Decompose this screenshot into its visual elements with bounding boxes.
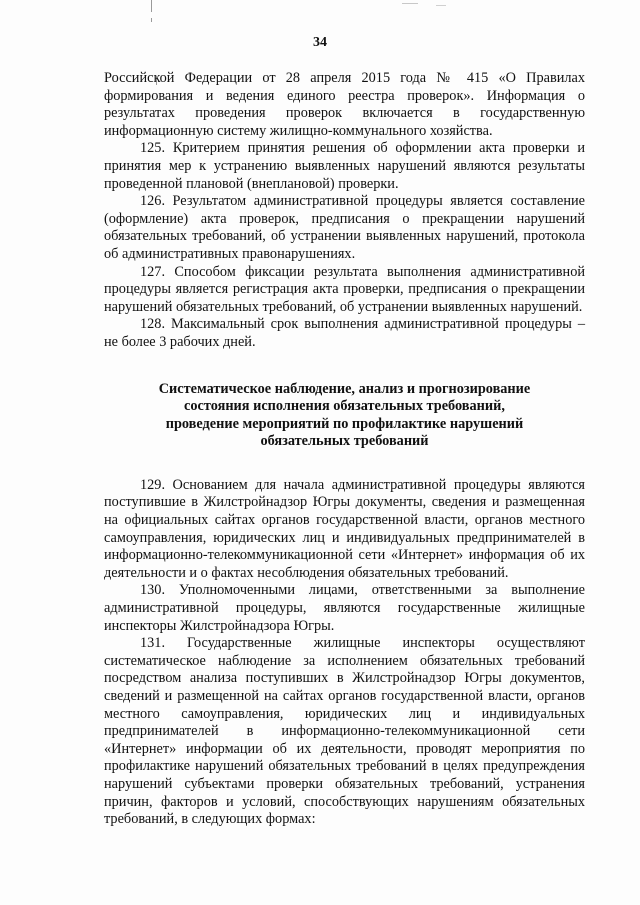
section-heading-line: обязательных требований — [260, 433, 429, 450]
scan-artifact — [402, 3, 418, 4]
section-heading-line: проведение мероприятий по профилактике нарушений — [165, 415, 524, 432]
scan-artifact — [151, 0, 152, 12]
paragraph-125: 125. Критерием принятия решения об оформлении акта проверки и принятия мер к устранению выявленных нарушений являются результаты проведенной плановой (внеплановой) проверки. — [104, 140, 585, 192]
paragraph-127: 127. Способом фиксации результата выполнения административной процедуры является регистрация акта проверки, предписания о прекращении нарушений обязательных требований, об устранении выявленных нарушений. — [104, 263, 585, 315]
paragraph-126: 126. Результатом административной процедуры является составление (оформление) акта проверок, предписания о прекращении нарушений обязательных требований, об устранении выявленных нарушений, протокола об административных правонарушениях. — [104, 193, 585, 262]
section-heading — [104, 381, 585, 451]
section-heading-line: Систематическое наблюдение, анализ и прогнозирование — [158, 380, 531, 397]
paragraph-128: 128. Максимальный срок выполнения административной процедуры – не более 3 рабочих дней. — [104, 316, 585, 350]
scan-artifact — [151, 18, 152, 22]
paragraph-129: 129. Основанием для начала административной процедуры являются поступившие в Жилстройнадзор Югры документы, сведения и размещенная на официальных сайтах органов государственной власти, органов местного самоуправления, юридических лиц и индивидуальных предпринимателей в информационно-телекоммуникационной сети «Интернет» информация об их деятельности и о фактах несоблюдения обязательных требований. — [104, 476, 585, 581]
paragraph-131: 131. Государственные жилищные инспекторы осуществляют систематическое наблюдение за исполнением обязательных требований посредством анализа поступивших в Жилстройнадзор Югры документов, сведений и размещенной на сайтах органов государственной власти, органов местного самоуправления, юридических лиц и индивидуальных предпринимателей в информационно-телекоммуникационной сети «Интернет» информации об их деятельности, проводят мероприятия по профилактике нарушений обязательных требований в целях предупреждения нарушений субъектами проверки обязательных требований, устранения причин, факторов и условий, способствующих нарушениям обязательных требований, в следующих формах: — [104, 635, 585, 828]
scan-artifact — [436, 5, 446, 6]
paragraph-continuation: Российской Федерации от 28 апреля 2015 года № 415 «О Правилах формирования и ведения единого реестра проверок». Информация о результатах проведения проверок включается в государственную информационную систему жилищно-коммунального хозяйства. — [104, 70, 585, 139]
document-body — [104, 70, 585, 829]
section-heading-line: состояния исполнения обязательных требований, — [184, 398, 505, 415]
page-number: 34 — [313, 35, 327, 50]
paragraph-130: 130. Уполномоченными лицами, ответственными за выполнение административной процедуры, являются государственные жилищные инспекторы Жилстройнадзора Югры. — [104, 582, 585, 634]
